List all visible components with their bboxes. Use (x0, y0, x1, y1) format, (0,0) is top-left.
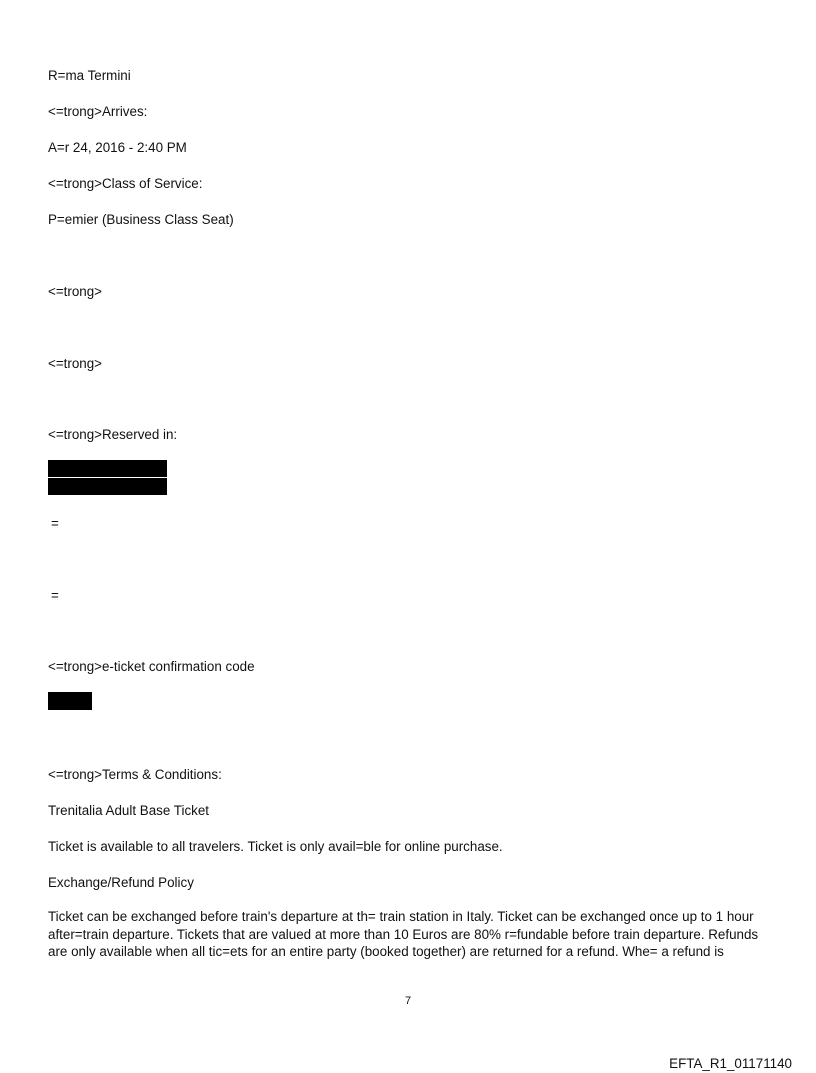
redaction-block (48, 478, 167, 495)
equals-line: = (51, 588, 59, 603)
bates-number: EFTA_R1_01171140 (669, 1056, 792, 1071)
station-name: R=ma Termini (48, 68, 131, 83)
ticket-type: Trenitalia Adult Base Ticket (48, 803, 210, 818)
policy-heading: Exchange/Refund Policy (48, 875, 194, 890)
confirmation-code-label: <=trong>e-ticket confirmation code (48, 659, 255, 674)
page-number: 7 (404, 995, 412, 1007)
redaction-block (48, 460, 167, 477)
terms-label: <=trong>Terms & Conditions: (48, 767, 222, 782)
policy-text: Ticket can be exchanged before train's departure at th= train station in Italy. Ticket can be exchanged once up to 1 hour after=train departure. Tickets that are valued at more than 10 Euros are 80% r=fundable before train departure. Refunds are only available when all tic=ets for an entire party (booked together) are returned for a refund. Whe= a refund is (48, 909, 759, 959)
arrives-label: <=trong>Arrives: (48, 104, 148, 119)
availability-text: Ticket is available to all travelers. Ticket is only avail=ble for online purchase. (48, 839, 503, 854)
strong-tag-line: <=trong> (48, 284, 102, 299)
class-of-service-value: P=emier (Business Class Seat) (48, 212, 234, 227)
strong-tag-line: <=trong> (48, 356, 102, 371)
class-of-service-label: <=trong>Class of Service: (48, 176, 203, 191)
reserved-in-label: <=trong>Reserved in: (48, 427, 178, 442)
equals-line: = (51, 516, 59, 531)
redaction-block (48, 692, 92, 710)
arrival-datetime: A=r 24, 2016 - 2:40 PM (48, 140, 187, 155)
